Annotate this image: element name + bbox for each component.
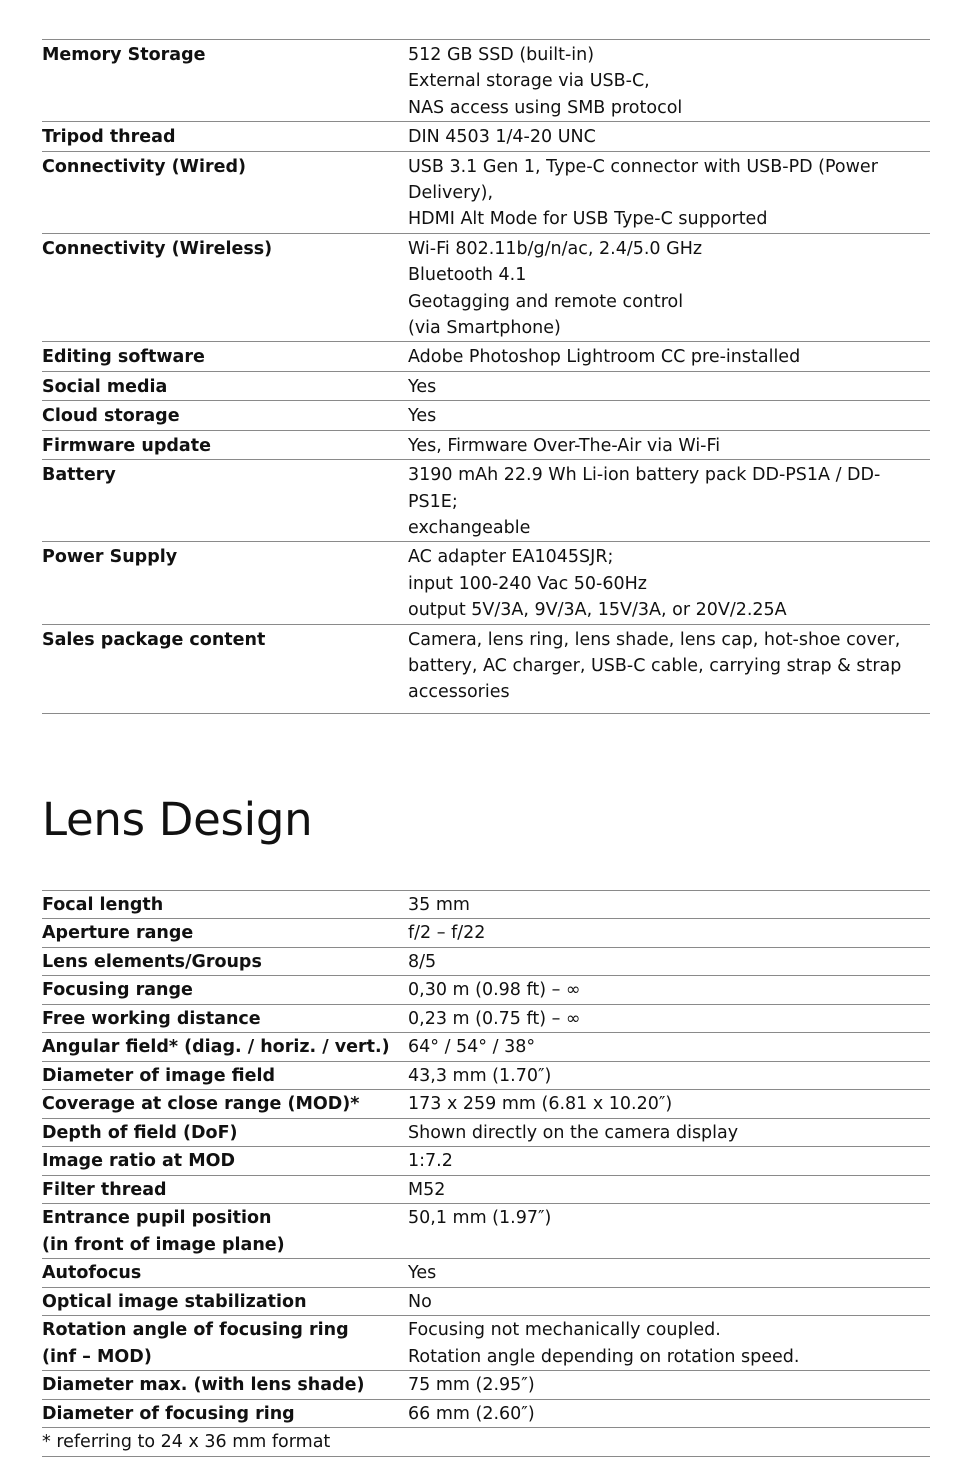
lens-spec-value: 0,30 m (0.98 ft) – ∞: [408, 980, 581, 1001]
lens-spec-value: 64° / 54° / 38°: [408, 1037, 536, 1058]
lens-spec-row: [42, 1259, 930, 1288]
lens-spec-label: Lens elements/Groups: [42, 951, 262, 972]
spec-value-line: DIN 4503 1/4-20 UNC: [408, 127, 596, 148]
lens-spec-row: [42, 1061, 930, 1090]
spec-value: [408, 371, 930, 400]
spec-value-line: Adobe Photoshop Lightroom CC pre-installed: [408, 347, 801, 368]
spec-value: [408, 122, 930, 151]
lens-spec-label: Diameter of image field: [42, 1065, 276, 1086]
spec-value: [408, 342, 930, 371]
lens-spec-row: [42, 1287, 930, 1316]
spec-label: Power Supply: [42, 547, 178, 568]
spec-label: Connectivity (Wired): [42, 156, 246, 177]
lens-spec-value: No: [408, 1291, 432, 1312]
spec-label: Firmware update: [42, 435, 211, 456]
lens-spec-value: 75 mm (2.95″): [408, 1375, 535, 1396]
lens-spec-value: Focusing not mechanically coupled. Rotation angle depending on rotation speed.: [408, 1320, 800, 1367]
lens-spec-value: 1:7.2: [408, 1151, 453, 1172]
lens-spec-row: [42, 890, 930, 919]
spec-value-line: Yes: [408, 406, 437, 427]
lens-design-heading: Lens Design: [42, 792, 313, 846]
spec-label: Battery: [42, 465, 116, 486]
lens-spec-value: 173 x 259 mm (6.81 x 10.20″): [408, 1094, 673, 1115]
lens-spec-label: Image ratio at MOD: [42, 1151, 236, 1172]
lens-spec-value: 0,23 m (0.75 ft) – ∞: [408, 1008, 581, 1029]
lens-spec-label: Free working distance: [42, 1008, 261, 1029]
spec-value: [408, 151, 930, 233]
spec-value: [408, 430, 930, 459]
spec-row: [42, 430, 930, 459]
lens-spec-label: Depth of field (DoF): [42, 1122, 238, 1143]
spec-value-line: 512 GB SSD (built-in): [408, 45, 595, 65]
lens-spec-label: Diameter of focusing ring: [42, 1403, 295, 1424]
lens-spec-value: 43,3 mm (1.70″): [408, 1065, 552, 1086]
lens-spec-label: Angular field* (diag. / horiz. / vert.): [42, 1037, 390, 1058]
spec-sheet: [42, 39, 930, 1457]
spec-row: [42, 624, 930, 713]
spec-value: [408, 542, 930, 624]
lens-spec-label: Diameter max. (with lens shade): [42, 1375, 365, 1396]
lens-spec-label: Coverage at close range (MOD)*: [42, 1094, 360, 1115]
spec-value-line: input 100-240 Vac 50-60Hz: [408, 573, 647, 594]
spec-value-line: battery, AC charger, USB-C cable, carrying strap & strap: [408, 655, 902, 676]
spec-value: [408, 233, 930, 342]
lens-spec-row: [42, 1004, 930, 1033]
spec-value-line: Bluetooth 4.1: [408, 265, 527, 286]
lens-spec-row: [42, 1090, 930, 1119]
lens-spec-label: Entrance pupil position (in front of image plane): [42, 1208, 285, 1255]
spec-row: [42, 342, 930, 371]
lens-spec-row: [42, 1175, 930, 1204]
spec-label: Cloud storage: [42, 406, 180, 427]
spec-label: Social media: [42, 376, 168, 397]
spec-label: Memory Storage: [42, 45, 206, 65]
spec-label: Sales package content: [42, 629, 266, 650]
spec-value-line: Yes, Firmware Over-The-Air via Wi-Fi: [408, 435, 721, 456]
lens-spec-table: [42, 890, 930, 1457]
spec-value-line: NAS access using SMB protocol: [408, 97, 683, 118]
lens-spec-label: Focal length: [42, 894, 164, 915]
spec-label: Tripod thread: [42, 127, 176, 148]
spec-row: [42, 151, 930, 233]
lens-spec-value: 8/5: [408, 951, 437, 972]
lens-spec-label: Rotation angle of focusing ring (inf – MOD): [42, 1320, 349, 1367]
spec-value-line: Wi-Fi 802.11b/g/n/ac, 2.4/5.0 GHz: [408, 238, 703, 259]
spec-row: [42, 460, 930, 542]
lens-spec-row: [42, 1118, 930, 1147]
footnote-row: [42, 1428, 930, 1457]
spec-row: [42, 542, 930, 624]
lens-spec-label: Autofocus: [42, 1263, 142, 1284]
footnote: * referring to 24 x 36 mm format: [42, 1432, 331, 1453]
lens-spec-label: Optical image stabilization: [42, 1291, 307, 1312]
general-spec-table: [42, 39, 930, 714]
spec-value: [408, 401, 930, 430]
spec-value: [408, 460, 930, 542]
spec-row: [42, 233, 930, 342]
spec-label: Editing software: [42, 347, 205, 368]
spec-row: [42, 371, 930, 400]
spec-value-line: exchangeable: [408, 517, 531, 538]
spec-row: [42, 40, 930, 122]
lens-spec-value: 35 mm: [408, 894, 470, 915]
lens-spec-row: [42, 1204, 930, 1259]
spec-value: [408, 40, 930, 122]
lens-spec-value: Shown directly on the camera display: [408, 1122, 739, 1143]
lens-spec-row: [42, 1147, 930, 1176]
spec-value-line: 3190 mAh 22.9 Wh Li-ion battery pack DD-PS1A / DD-PS1E;: [408, 465, 881, 512]
lens-spec-label: Aperture range: [42, 923, 194, 944]
spec-row: [42, 122, 930, 151]
spec-value-line: Geotagging and remote control: [408, 291, 684, 312]
lens-spec-row: [42, 976, 930, 1005]
lens-spec-row: [42, 1033, 930, 1062]
spec-value-line: Delivery),: [408, 183, 494, 204]
lens-spec-value: f/2 – f/22: [408, 923, 486, 944]
lens-spec-row: [42, 947, 930, 976]
spec-value-line: output 5V/3A, 9V/3A, 15V/3A, or 20V/2.25A: [408, 600, 787, 621]
spec-value-line: Yes: [408, 376, 437, 397]
spec-value-line: HDMI Alt Mode for USB Type-C supported: [408, 209, 768, 230]
spec-label: Connectivity (Wireless): [42, 238, 273, 259]
spec-row: [42, 401, 930, 430]
lens-spec-row: [42, 1316, 930, 1371]
spec-value-line: AC adapter EA1045SJR;: [408, 547, 614, 568]
lens-spec-label: Focusing range: [42, 980, 193, 1001]
spec-value-line: External storage via USB-C,: [408, 71, 650, 92]
lens-spec-row: [42, 1371, 930, 1400]
spec-value-line: USB 3.1 Gen 1, Type-C connector with USB-PD (Power: [408, 156, 878, 177]
spec-value-line: accessories: [408, 682, 510, 703]
lens-spec-row: [42, 919, 930, 948]
lens-spec-value: 66 mm (2.60″): [408, 1403, 535, 1424]
spec-value: [408, 624, 930, 713]
lens-spec-value: 50,1 mm (1.97″): [408, 1208, 552, 1229]
lens-spec-row: [42, 1399, 930, 1428]
lens-spec-value: M52: [408, 1179, 446, 1200]
spec-value-line: (via Smartphone): [408, 318, 561, 339]
lens-spec-label: Filter thread: [42, 1179, 167, 1200]
spec-value-line: Camera, lens ring, lens shade, lens cap, hot-shoe cover,: [408, 629, 901, 650]
lens-spec-value: Yes: [408, 1263, 437, 1284]
